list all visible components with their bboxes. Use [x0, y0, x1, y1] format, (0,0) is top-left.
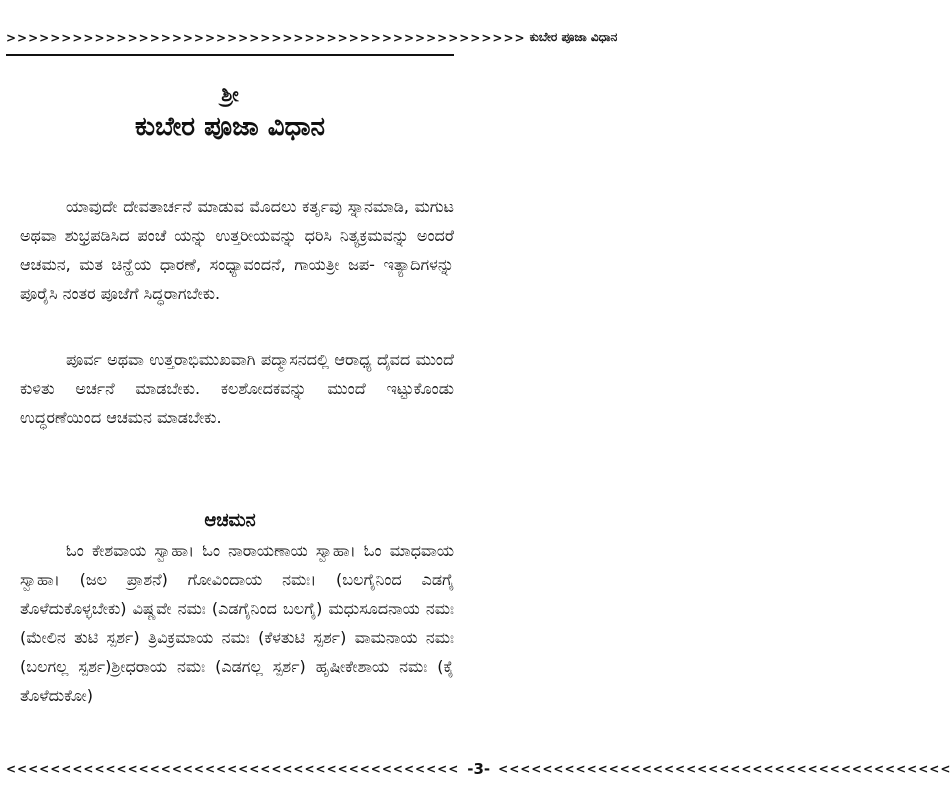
header-title: ಕುಬೇರ ಪೂಜಾ ವಿಧಾನ: [529, 30, 618, 44]
achamana-text: ಓಂ ಕೇಶವಾಯ ಸ್ವಾಹಾ। ಓಂ ನಾರಾಯಣಾಯ ಸ್ವಾಹಾ। ಓಂ ಮಾಧವಾಯ ಸ್ವಾಹಾ। (ಜಲ ಪ್ರಾಶನೆ) ಗೋವಿಂದಾಯ ನಮಃ। (ಬಲಗೈನಿಂದ ಎಡಗೈ ತೊಳೆದುಕೊಳ್ಳಬೇಕು) ವಿಷ್ಣವೇ ನಮಃ (ಎಡಗೈನಿಂದ ಬಲಗೈ) ಮಧುಸೂದನಾಯ ನಮಃ (ಮೇಲಿನ ತುಟಿ ಸ್ಪರ್ಶ) ತ್ರಿವಿಕ್ರಮಾಯ ನಮಃ (ಕೆಳತುಟಿ ಸ್ಪರ್ಶ) ವಾಮನಾಯ ನಮಃ (ಬಲಗಲ್ಲ ಸ್ಪರ್ಶ)ಶ್ರೀಧರಾಯ ನಮಃ (ಎಡಗಲ್ಲ ಸ್ಪರ್ಶ) ಹೃಷೀಕೇಶಾಯ ನಮಃ (ಕೈ ತೊಳೆದುಕೋ): [20, 541, 454, 705]
paragraph-achamana: [20, 536, 454, 710]
footer-chevron-right: >>>>>>>>>>>>>>>>>>>>>>>>>>>>>>>>>>>>>>>>>: [498, 762, 951, 776]
page-footer: [6, 760, 951, 778]
page-number: -3-: [467, 760, 491, 778]
running-header: [6, 30, 618, 45]
paragraph-2-text: ಪೂರ್ವ ಅಥವಾ ಉತ್ತರಾಭಿಮುಖವಾಗಿ ಪದ್ಮಾಸನದಲ್ಲಿ ಆರಾಧ್ಯ ದೈವದ ಮುಂದೆ ಕುಳಿತು ಅರ್ಚನೆ ಮಾಡಬೇಕು. ಕಲಶೋದಕವನ್ನು ಮುಂದೆ ಇಟ್ಟುಕೊಂಡು ಉದ್ಧರಣೆಯಿಂದ ಆಚಮನ ಮಾಡಬೇಕು.: [20, 350, 454, 427]
footer-chevron-left: <<<<<<<<<<<<<<<<<<<<<<<<<<<<<<<<<<<<<<<<<: [6, 762, 460, 776]
header-chevron-ornament: >>>>>>>>>>>>>>>>>>>>>>>>>>>>>>>>>>>>>>>>>>>>>>>: [6, 30, 526, 45]
header-rule: [6, 54, 454, 56]
invocation-sri: ಶ್ರೀ: [221, 82, 239, 106]
paragraph-intro: [20, 192, 454, 308]
page-title: ಕುಬೇರ ಪೂಜಾ ವಿಧಾನ: [135, 112, 325, 142]
paragraph-1-text: ಯಾವುದೇ ದೇವತಾರ್ಚನೆ ಮಾಡುವ ಮೊದಲು ಕರ್ತೃವು ಸ್ನಾನಮಾಡಿ, ಮಗುಟ ಅಥವಾ ಶುಭ್ರಪಡಿಸಿದ ಪಂಚೆ ಯನ್ನು ಉತ್ತರೀಯವನ್ನು ಧರಿಸಿ ನಿತ್ಯಕ್ರಮವನ್ನು ಅಂದರೆ ಆಚಮನ, ಮತ ಚಿನ್ಹೆಯ ಧಾರಣೆ, ಸಂಧ್ಯಾವಂದನೆ, ಗಾಯತ್ರೀ ಜಪ- ಇತ್ಯಾದಿಗಳನ್ನು ಪೂರೈಸಿ ನಂತರ ಪೂಜೆಗೆ ಸಿದ್ಧರಾಗಬೇಕು.: [20, 197, 454, 303]
paragraph-seating: [20, 345, 454, 432]
section-heading-achamana: ಆಚಮನ: [204, 510, 256, 531]
